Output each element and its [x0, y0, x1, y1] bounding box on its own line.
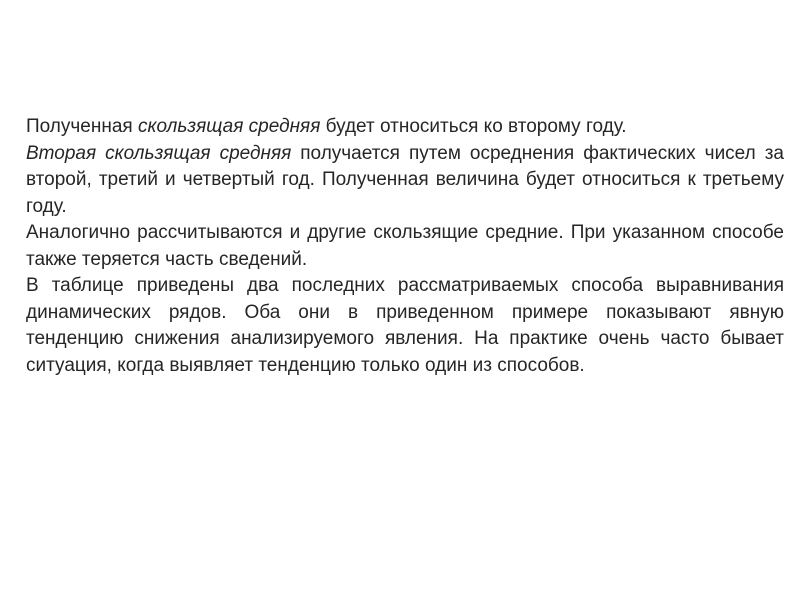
paragraph-3	[26, 220, 784, 273]
text-segment: будет относиться ко второму году.	[320, 116, 627, 137]
paragraph-2	[26, 141, 784, 221]
italic-term: Вторая скользящая средняя	[26, 142, 292, 164]
text-segment: Полученная	[26, 116, 138, 137]
italic-term: скользящая средняя	[137, 116, 321, 137]
paragraph-4	[26, 273, 784, 379]
text-segment: Аналогично рассчитываются и другие скользящие средние. При указанном способе также теряется часть сведений.	[26, 222, 784, 270]
paragraph-1	[26, 114, 784, 141]
text-segment: В таблице приведены два последних рассматриваемых способа выравнивания динамических рядов. Оба они в приведенном примере показывают явную тенденцию снижения анализируемого явления. На практике очень часто бывает ситуация, когда выявляет тенденцию только один из способов.	[26, 275, 784, 376]
body-text	[26, 114, 784, 379]
text-segment: получается путем осреднения фактических чисел за второй, третий и четвертый год. Полученная величина будет относиться к третьему году.	[26, 142, 784, 217]
